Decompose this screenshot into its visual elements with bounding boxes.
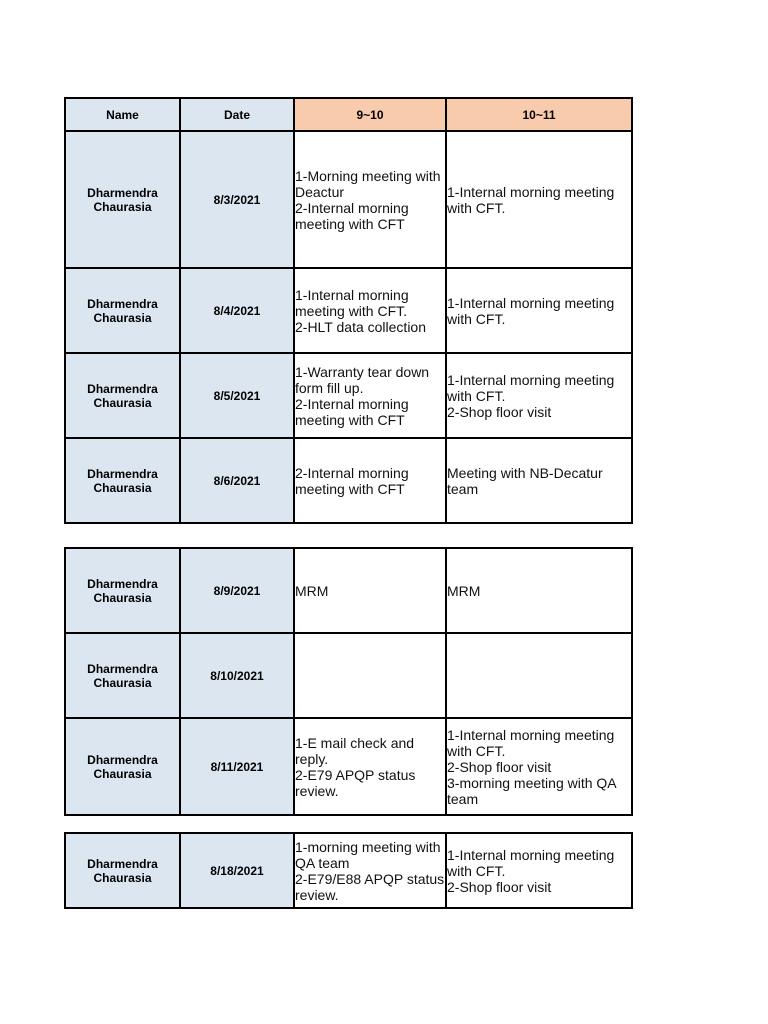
slot1-cell: 1-E mail check and reply. 2-E79 APQP status review. [294, 718, 446, 815]
table-row [65, 131, 632, 268]
table-row [65, 633, 632, 718]
name-cell: Dharmendra Chaurasia [65, 268, 180, 353]
table-row [65, 833, 632, 908]
name-cell: Dharmendra Chaurasia [65, 548, 180, 633]
slot2-cell: 1-Internal morning meeting with CFT. 2-Shop floor visit 3-morning meeting with QA team [446, 718, 632, 815]
slot1-cell: 1-Morning meeting with Deactur 2-Internal morning meeting with CFT [294, 131, 446, 268]
table-row [65, 438, 632, 523]
name-cell: Dharmendra Chaurasia [65, 633, 180, 718]
header-slot-9-10: 9~10 [294, 98, 446, 131]
date-cell: 8/5/2021 [180, 353, 294, 438]
slot1-cell: 2-Internal morning meeting with CFT [294, 438, 446, 523]
slot2-cell: Meeting with NB-Decatur team [446, 438, 632, 523]
name-cell: Dharmendra Chaurasia [65, 131, 180, 268]
name-cell: Dharmendra Chaurasia [65, 833, 180, 908]
table-row [65, 718, 632, 815]
table-row [65, 353, 632, 438]
slot2-cell: MRM [446, 548, 632, 633]
date-cell: 8/6/2021 [180, 438, 294, 523]
table-row [65, 548, 632, 633]
name-cell: Dharmendra Chaurasia [65, 353, 180, 438]
schedule-table-2 [64, 547, 633, 816]
slot2-cell: 1-Internal morning meeting with CFT. 2-Shop floor visit [446, 833, 632, 908]
header-name: Name [65, 98, 180, 131]
date-cell: 8/4/2021 [180, 268, 294, 353]
header-date: Date [180, 98, 294, 131]
header-slot-10-11: 10~11 [446, 98, 632, 131]
slot1-cell: 1-Warranty tear down form fill up. 2-Internal morning meeting with CFT [294, 353, 446, 438]
date-cell: 8/18/2021 [180, 833, 294, 908]
slot2-cell [446, 633, 632, 718]
date-cell: 8/11/2021 [180, 718, 294, 815]
date-cell: 8/10/2021 [180, 633, 294, 718]
slot1-cell: 1-morning meeting with QA team 2-E79/E88 APQP status review. [294, 833, 446, 908]
date-cell: 8/3/2021 [180, 131, 294, 268]
slot2-cell: 1-Internal morning meeting with CFT. 2-Shop floor visit [446, 353, 632, 438]
slot1-cell: 1-Internal morning meeting with CFT. 2-HLT data collection [294, 268, 446, 353]
slot1-cell: MRM [294, 548, 446, 633]
date-cell: 8/9/2021 [180, 548, 294, 633]
slot2-cell: 1-Internal morning meeting with CFT. [446, 268, 632, 353]
schedule-table-1 [64, 97, 633, 524]
name-cell: Dharmendra Chaurasia [65, 438, 180, 523]
slot1-cell [294, 633, 446, 718]
table-row [65, 268, 632, 353]
schedule-table-3 [64, 832, 633, 909]
slot2-cell: 1-Internal morning meeting with CFT. [446, 131, 632, 268]
name-cell: Dharmendra Chaurasia [65, 718, 180, 815]
header-row [65, 98, 632, 131]
